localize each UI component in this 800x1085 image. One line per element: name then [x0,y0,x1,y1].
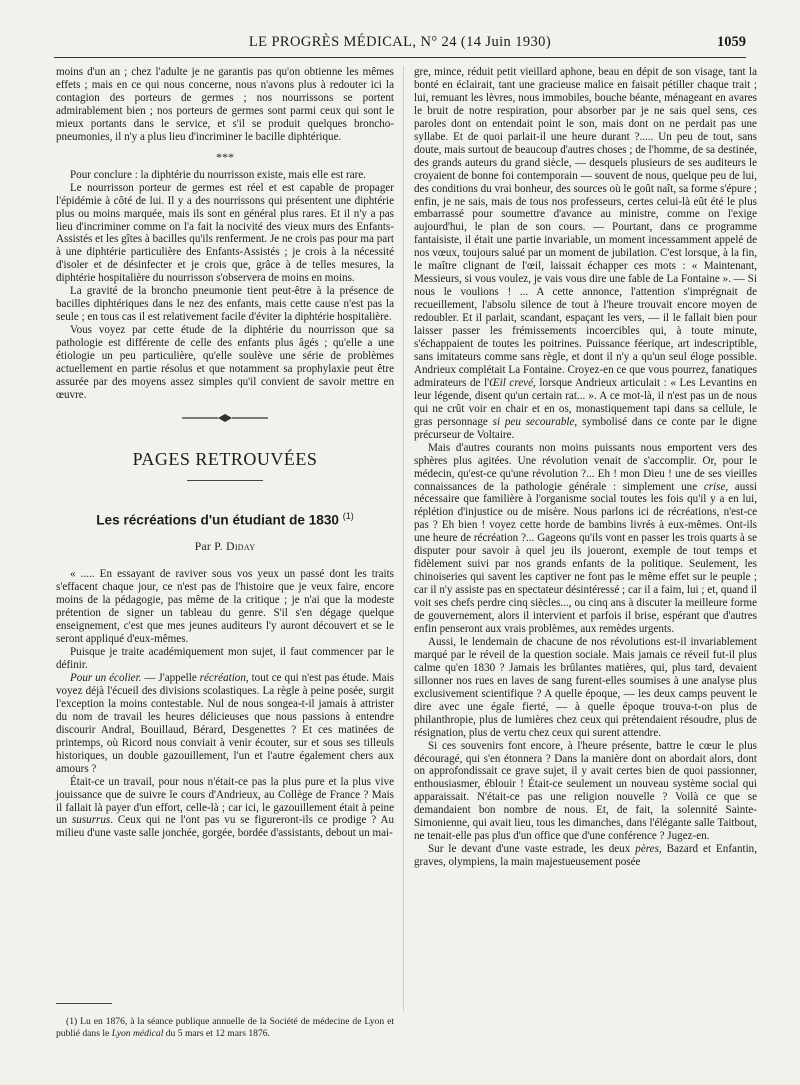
left-paragraph-9 [56,776,394,841]
footnote-rule [56,1003,112,1004]
right-paragraph-2-italic: crise [703,480,726,493]
right-paragraph-5-b: , Bazard et Enfantin, graves, olympiens, la main majestueusement posée [414,843,757,869]
column-divider [403,66,404,1011]
right-paragraph-1-text: gre, mince, réduit petit vieillard aphone, beau en dépit de son visage, tant la bonté en éclairait, tant une gracieuse malice en faisait pétiller chaque trait ; lui, remuant les lèvres, nous immobiles, bouche béante, ménageant en avares le bruit de notre respiration, pour absorber par je ne sais quel sens, ces paroles dont on entendait point le son, mais dont on ne perdait pas une syllabe. Et de quoi parlait-il une heure durant ?..... Un peu de tout, sans doute, mais surtout de beaucoup d'autres choses ; de l'homme, de sa destinée, des grands auteurs du grand siècle, — desquels plusieurs de ses auditeurs le croyaient de bonne foi contemporain — souvent de nous, quelque peu de lui, des conditions du vrai bonheur, des sources où le goût naît, sa forme s'épure ; enfin, je ne sais, mais de tous nos professeurs, certes celui-là eût été le plus embarrassé pour soumettre d'avance au ministre, comme on l'exige aujourd'hui, le plan de son cours. — Pourtant, dans ce programme fantaisiste, il était une partie invariable, un moment incessamment appelé de nos vœux, toujours salué par un moment de jubilation. C'est lorsque, à la fin, le maître clignant de l'œil, laissait échapper ces mots : « Maintenant, Messieurs, si vous voulez, je vais vous dire une fable de La Fontaine ». — Si nous le voulions ! ... A cette annonce, l'attention s'imprégnait de recueillement, l'absolu silence de tout à l'heure trouvait encore moyen de redoubler. Et il parlait, scandant, espaçant les vers, — il le fallait bien pour laisser passer les frémissements incoercibles qui, à toute minute, s'échappaient de toutes les poitrines. Puissance féerique, art indescriptible, sans imitateurs comme sans règle, et dont il n'y a qu'un seul éloge possible. Andrieux complétait La Fontaine. Croyez-en ce que vous pourrez, fanatiques admirateurs de l' [414,66,757,389]
paragraph-8-mid: — J'appelle [141,671,200,684]
right-paragraph-2 [414,442,757,636]
right-paragraph-5-italic: pères [635,843,659,856]
page-number: 1059 [717,34,746,50]
right-paragraph-5-a: Sur le devant d'une vaste estrade, les deux [428,843,636,856]
header-rule [54,57,746,58]
left-paragraph-5: Vous voyez par cette étude de la diphtérie du nourrisson que sa pathologie est différente de celle des enfants plus âgés ; qu'elle a une étiologie un peu particulière, qu'elle soulève une série de problèmes actuellement en partie résolus et que notamment sa prophylaxie peut être assurée par des moyens assez simples qu'il convient de savoir mettre en œuvre. [56,324,394,401]
byline [56,541,394,554]
byline-author: Diday [226,540,256,554]
footnote-end: du 5 mars et 12 mars 1876. [163,1028,270,1039]
right-paragraph-1-rest: , lorsque Andrieux articulait : « Les Levantins en leur légende, disent qu'un certain rat... ». A ce mot-là, il n'est pas un de nous qui ne crût voir en chair et en os, monastiquement tapi dans sa cellule, le gras personnage [414,376,757,428]
right-paragraph-3: Aussi, le lendemain de chacune de nos révolutions est-il invariablement marqué par le réveil de la question sociale. Mais jamais ce réveil fut-il plus calme qu'en 1830 ? Jamais les brûlantes matières, qui, plus tard, devaient sillonner nos rues en laves de sang furent-elles soumises à une analyse plus exclusivement scientifique ? A quelle époque, — les deux camps peuvent le dire avec une égale fierté, — à quelle époque trouva-t-on plus de philanthropie, plus de lumières chez ceux qui prétendaient résoudre, plus de résignation, plus de vertu chez ceux qui surent attendre. [414,635,757,739]
right-paragraph-1-italic-2: si peu secourable [492,415,575,428]
paragraph-8-lead: Pour un écolier. [70,671,142,684]
left-paragraph-2: Pour conclure : la diphtérie du nourrisson existe, mais elle est rare. [70,168,367,181]
left-paragraph-4: La gravité de la broncho pneumonie tient peut-être à la présence de bacilles diphtériques dans le nez des enfants, mais cette cause n'est pas la seule ; en tous cas il est relativement facile d'éviter la diphtérie hospitalière. [56,285,394,324]
paragraph-8-italic: récréation [199,671,246,684]
paragraph-9-italic: susurrus [71,814,111,827]
right-paragraph-4: Si ces souvenirs font encore, à l'heure présente, battre le cœur le plus découragé, qui s'en étonnera ? Dans la manière dont on abordait alors, dont on approfondissait ce grave sujet, il y avait certes bien de quoi passionner, enthousiasmer, éblouir ! Était-ce seulement un nouveau système social qui apparaissait. N'était-ce pas une religion nouvelle ? Voilà ce que se demandaient bon nombre de nous. Et, de fait, la solennité Sainte-Simonienne, qui avait lieu, tous les dimanches, dans l'élégante salle Taitbout, ne tenait-elle pas plus d'un office que d'une conférence ? Jugez-en. [414,739,757,843]
left-column [56,66,394,840]
page-header [54,34,746,56]
right-paragraph-5 [414,843,757,869]
running-head: LE PROGRÈS MÉDICAL, N° 24 (14 Juin 1930) [248,34,552,50]
article-title [56,508,394,529]
left-paragraph-7: Puisque je traite académiquement mon sujet, il faut commencer par le définir. [56,646,394,672]
left-paragraph-1: moins d'un an ; chez l'adulte je ne garantis pas qu'on obtienne les mêmes effets ; mais en ce qui nous concerne, nous n'avons plus à redouter ici la contagion des porteurs de germes ; nos nourrissons se portent admirablement bien ; nos porteurs de germes sont parmi ceux qui sont le mieux portants dans le service, et s'il se produit quelques broncho-pneumonies, il n'y a plus lieu d'incriminer le bacille diphtérique. [56,66,394,143]
paragraph-9-rest: . Ceux qui ne l'ont pas vu se figureront-ils ce prodige ? Au milieu d'une vaste salle jonchée, gorgée, bordée d'assistants, debout un mai- [56,814,394,840]
left-paragraph-8 [56,672,394,776]
footnote-body: Lu en 1876, à la séance publique annuelle de la Société de médecine de Lyon et publié dans le [56,1016,394,1039]
article-title-text: Les récréations d'un étudiant de 1830 [96,512,339,528]
footnote [56,1016,394,1040]
ornament-flourish-icon [180,413,270,423]
byline-prefix: Par P. [194,540,223,554]
left-paragraph-3: Le nourrisson porteur de germes est réel et est capable de propager l'épidémie à côté de lui. Il y a des nourrissons qui présentent une diphtérie plus ou moins marquée, mais ils sont en général plus rares. Et il n'y a pas lieu d'incriminer comme on l'a fait la nocivité des vieux murs des Enfants-Assistés et les gîtes à bacilles qu'ils renferment. Je ne crois pas pour ma part à une diphtérie particulière des Enfants-Assistés ; je crois à la nécessité d'isoler et de désinfecter et je crois que, grâce à de telles mesures, la diphtérie hospitalière du nourrisson s'observera de moins en moins. [56,181,394,285]
right-column [414,66,757,869]
asterism: *** [216,149,234,164]
left-paragraph-6: « ..... En essayant de raviver sous vos yeux un passé dont les traits s'effacent chaque jour, ce n'est pas de l'histoire que je veux faire, encore moins de la pédagogie, pas même de la critique ; je n'ai que la modeste prétention de signer un tableau du genre. S'il s'en dégage quelque enseignement, c'est que mes jeunes auditeurs l'y auront découvert et se le seront appliqué d'eux-mêmes. [56,568,394,646]
paragraph-9-text: Était-ce un travail, pour nous n'était-ce pas la plus pure et la plus vive jouissance que de suivre le cours d'Andrieux, au Collège de France ? Mais il fallait là payer d'un effort, celle-là ; car ici, le gazouillement était à peine un [56,775,394,827]
article-note-mark: (1) [342,510,354,521]
right-paragraph-1-end: , symbolisé dans ce conte par le digne précurseur de Voltaire. [414,415,757,441]
section-title: PAGES RETROUVÉES [132,448,318,469]
footnote-journal: Lyon médical [111,1028,164,1039]
right-paragraph-1-italic: Œil crevé [489,376,534,389]
footnote-mark: (1) [66,1016,78,1027]
right-paragraph-2-b: , aussi nécessaire que familière à l'organisme social toutes les fois qu'il y a en lui, réplétion d'injustice ou de misère. Nous parlons ici de récréations, n'est-ce pas ? Eh bien ! voyez cette horde de bambins livrés à eux-mêmes. Ont-ils une heure de récréation ?... Gageons qu'ils vont en passer les trois quarts à se disputer pour savoir à quel jeu ils joueront, exemple de tout temps et fidèlement suivi par nos grands enfants de la politique. Seulement, les chinoiseries qui savent les captiver ne font pas le même effet sur le peuple ; car il n'y assiste pas en spectateur désintéressé ; car il a faim, lui ; et, quand il voit ses chefs perdre cinq siècles..., ou cinq ans à discuter la meilleure forme de gouvernement, alors il intervient et parfois il brise, espérant que d'autres enfin penseront aux vrais problèmes, aux remèdes urgents. [414,480,758,635]
section-rule [187,480,263,481]
paragraph-8-rest: , tout ce qui n'est pas étude. Mais voyez déjà l'écueil des divisions scolastiques. La règle à peine posée, surgit l'exception la moins contestable. Nul de nous songea-t-il jamais à attrister du nom de travail les heures délicieuses que nous passions à entendre discourir Andral, Bouillaud, Bérard, Desgenettes ? Et ces matinées de printemps, où Ricord nous conviait à venir écouter, sur et sous ses tilleuls historiques, un double gazouillement, l'un et l'autre également chers aux amours ? [56,671,395,775]
footnote-text [56,1016,394,1040]
right-paragraph-1 [414,66,757,442]
ornament-divider [56,413,394,423]
right-paragraph-2-a: Mais d'autres courants non moins puissants nous emportent vers des sphères plus agitées. Une révolution venait de s'accomplir. Or, pour le médecin, qu'est-ce qu'une révolution ?... Eh ! mon Dieu ! une de ses vieilles connaissances de la pathologie générale : simplement une [414,441,757,493]
